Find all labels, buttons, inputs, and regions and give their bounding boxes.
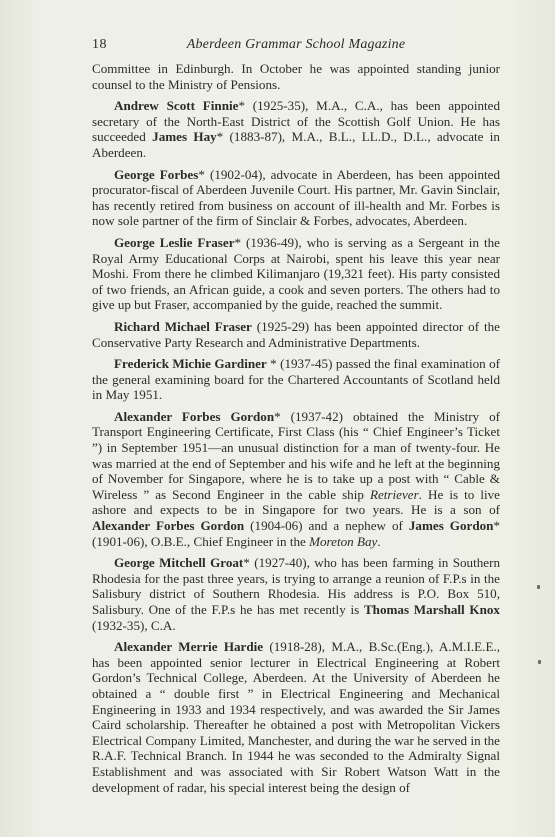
paragraph	[92, 409, 500, 549]
paragraph-text: (1918-28), M.A., B.Sc.(Eng.), A.M.I.E.E., has been appointed senior lecturer in Electrical Engineering at Robert Gordon’s Technical College, Aberdeen. At the University of Aberdeen he obtained a “ double first ” in Electrical Engineering and Mechanical Engineering in 1933 and 1934 respectively, and was awarded the Sir James Caird scholarship. Thereafter he obtained a post with Metropolitan Vickers Electrical Company Limited, Manchester, and during the war he served in the R.A.F. Technical Branch. In 1944 he was seconded to the Admiralty Signal Establishment and was associated with Sir Robert Watson Watt in the development of radar, his special interest being the design of	[92, 639, 500, 795]
person-name: Frederick Michie Gardiner	[114, 356, 267, 372]
person-name: Alexander Forbes Gordon	[114, 408, 275, 424]
paragraph-text: * (1936-49), who is serving as a Sergeant in the Royal Army Educational Corps at Nairobi, spent his leave this year near Moshi. From there he climbed Kilimanjaro (19,321 feet). His party consisted of two friends, an African guide, a cook and seven porters. The others had to give up but Fraser, accompanied by the guide, reached the summit.	[92, 234, 500, 313]
paragraph-text: * (1927-40), who has been farming in Southern Rhodesia for the past three years, is trying to arrange a reunion of F.P.s in the Salisbury district of Southern Rhodesia. His address is P.O. Box 510, Salisbury. One of the F.P.s he has met recently is	[92, 555, 500, 617]
paragraph-text: (1904-06) and a nephew of	[244, 518, 409, 534]
paragraph	[92, 235, 500, 313]
paragraph	[92, 555, 500, 633]
paragraph	[92, 167, 500, 229]
person-name: Thomas Marshall Knox	[363, 602, 500, 617]
paragraph-text: * (1937-45) passed the final examination of the general examining board for the Chartered Accountants of Scotland held in May 1951.	[92, 356, 500, 403]
paragraph-text: * (1883-87), M.A., B.L., LL.D., D.L., advocate in Aberdeen.	[92, 129, 500, 160]
paragraph-text: (1925-29) has been appointed director of the Conservative Party Research and Administrative Departments.	[92, 318, 500, 350]
person-name: George Forbes	[114, 166, 199, 182]
paragraph-text: (1932-35), C.A.	[92, 617, 176, 633]
paragraph	[92, 61, 500, 92]
article-body	[92, 61, 500, 801]
paragraph	[92, 356, 500, 403]
paragraph-text: * (1901-06), O.B.E., Chief Engineer in the	[92, 518, 500, 549]
person-name: Alexander Merrie Hardie	[114, 639, 264, 655]
page-speck	[537, 585, 540, 589]
person-name: George Leslie Fraser	[114, 234, 235, 250]
running-title: Aberdeen Grammar School Magazine	[186, 37, 406, 52]
italic-text: Retriever	[369, 486, 419, 502]
person-name: James Gordon	[408, 518, 494, 534]
paragraph-text: Committee in Edinburgh. In October he was appointed standing junior counsel to the Ministry of Pensions.	[92, 61, 500, 92]
page-header	[92, 37, 500, 55]
person-name: Alexander Forbes Gordon	[92, 518, 245, 534]
person-name: George Mitchell Groat	[114, 555, 244, 571]
person-name: Andrew Scott Finnie	[114, 98, 239, 114]
paragraph-text: . He is to live ashore and expects to be in Singapore for two years. He is a son of	[92, 486, 500, 518]
paragraph	[92, 639, 500, 795]
paragraph-text: * (1902-04), advocate in Aberdeen, has been appointed procurator-fiscal of Aberdeen Juvenile Court. His partner, Mr. Gavin Sinclair, has recently retired from business on account of ill-health and Mr. Forbes is now sole partner of the firm of Sinclair & Forbes, advocates, Aberdeen.	[92, 166, 500, 229]
paragraph	[92, 319, 500, 350]
person-name: Richard Michael Fraser	[114, 318, 252, 334]
paragraph	[92, 98, 500, 160]
paragraph-text: * (1925-35), M.A., C.A., has been appointed secretary of the North-East District of the Scottish Golf Union. He has succeeded	[92, 98, 501, 145]
paragraph-text: * (1937-42) obtained the Ministry of Transport Engineering Certificate, First Class (his “ Chief Engineer’s Ticket ”) in September 1951—an unusual distinction for a man of twenty-four. He was married at the end of September and his wife and he left at the beginning of November for Singapore, where he is to take up a post with “ Cable & Wireless ” as Second Engineer in the cable ship	[92, 408, 500, 502]
page-number: 18	[92, 37, 107, 52]
person-name: James Hay	[152, 129, 217, 145]
italic-text: Moreton Bay	[309, 533, 378, 549]
paragraph-text: .	[377, 533, 381, 549]
page-speck	[538, 660, 541, 664]
